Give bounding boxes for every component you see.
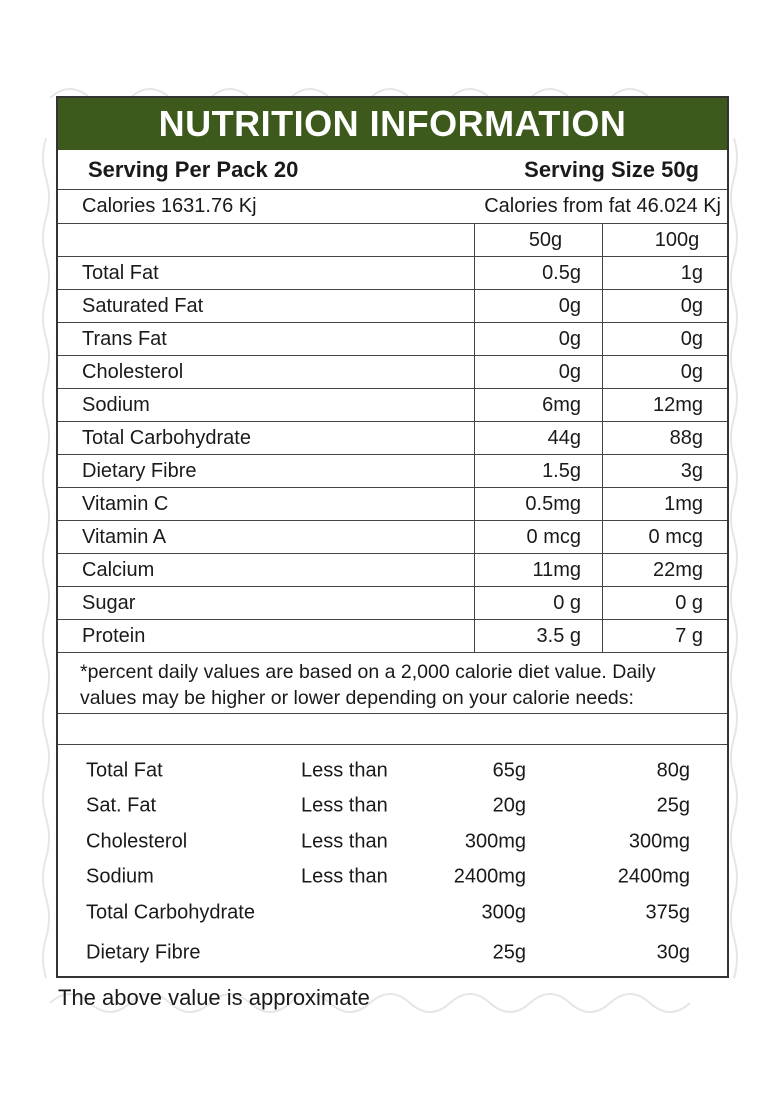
nutrient-name: Total Fat xyxy=(58,257,475,289)
nutrient-row xyxy=(58,422,727,455)
calories-row xyxy=(58,190,727,224)
nutrient-value-50g: 0 mcg xyxy=(475,521,603,553)
column-header-blank xyxy=(58,224,475,256)
nutrient-row xyxy=(58,257,727,290)
calories-from-fat: Calories from fat 46.024 Kj xyxy=(484,195,721,217)
dv-limit: Less than xyxy=(301,830,388,853)
dv-name: Sat. Fat xyxy=(86,794,157,817)
dv-name: Total Carbohydrate xyxy=(86,901,255,924)
nutrient-value-100g: 7 g xyxy=(675,624,703,647)
column-header-50g: 50g xyxy=(475,224,603,256)
nutrient-name: Vitamin C xyxy=(58,488,475,520)
nutrient-row xyxy=(58,290,727,323)
nutrient-value-100g: 1g xyxy=(680,261,703,284)
nutrient-value-100g: 1mg xyxy=(664,492,703,515)
nutrient-value-50g: 1.5g xyxy=(475,455,603,487)
nutrient-name: Vitamin A xyxy=(58,521,475,553)
dv-value-2500: 2400mg xyxy=(617,865,690,888)
daily-value-row xyxy=(58,753,727,789)
dv-value-2000: 20g xyxy=(492,794,526,817)
nutrient-value-100g: 0 mcg xyxy=(648,525,703,548)
dv-value-2500: 25g xyxy=(656,794,690,817)
nutrient-row xyxy=(58,521,727,554)
nutrient-value-50g: 0.5mg xyxy=(475,488,603,520)
nutrient-name: Trans Fat xyxy=(58,323,475,355)
nutrient-name: Total Carbohydrate xyxy=(58,422,475,454)
nutrient-value-100g: 88g xyxy=(669,426,703,449)
nutrient-row xyxy=(58,323,727,356)
dv-value-2000: 300mg xyxy=(464,830,526,853)
approximate-note: The above value is approximate xyxy=(58,985,370,1010)
dv-limit: Less than xyxy=(301,759,388,782)
dv-limit: Less than xyxy=(301,865,388,888)
blank-row xyxy=(58,714,727,745)
dv-name: Total Fat xyxy=(86,759,163,782)
dv-limit: Less than xyxy=(301,794,388,817)
nutrient-name: Sodium xyxy=(58,389,475,421)
nutrient-name: Protein xyxy=(58,620,475,652)
nutrient-value-100g: 3g xyxy=(680,459,703,482)
nutrient-value-50g: 0.5g xyxy=(475,257,603,289)
daily-value-row xyxy=(58,789,727,825)
nutrient-value-50g: 44g xyxy=(475,422,603,454)
dv-name: Dietary Fibre xyxy=(86,941,201,964)
daily-value-row xyxy=(58,860,727,896)
nutrition-label xyxy=(56,96,729,978)
nutrient-row xyxy=(58,554,727,587)
nutrient-value-100g: 22mg xyxy=(652,558,703,581)
nutrient-value-100g: 0g xyxy=(680,327,703,350)
nutrient-row xyxy=(58,620,727,653)
nutrient-value-100g: 0g xyxy=(680,294,703,317)
dv-name: Sodium xyxy=(86,865,154,888)
nutrient-row xyxy=(58,389,727,422)
nutrient-value-50g: 0g xyxy=(475,356,603,388)
nutrient-row xyxy=(58,587,727,620)
nutrient-value-100g: 0 g xyxy=(675,591,703,614)
daily-values-table xyxy=(58,745,727,976)
nutrient-name: Cholesterol xyxy=(58,356,475,388)
daily-value-row xyxy=(58,824,727,860)
nutrient-name: Dietary Fibre xyxy=(58,455,475,487)
nutrient-row xyxy=(58,356,727,389)
nutrient-value-50g: 11mg xyxy=(475,554,603,586)
nutrient-row xyxy=(58,455,727,488)
serving-per-pack: Serving Per Pack 20 xyxy=(88,156,299,182)
dv-name: Cholesterol xyxy=(86,830,188,853)
nutrient-name: Saturated Fat xyxy=(58,290,475,322)
nutrient-value-100g: 12mg xyxy=(652,393,703,416)
nutrient-name: Sugar xyxy=(58,587,475,619)
serving-row xyxy=(58,150,727,190)
column-header-100g: 100g xyxy=(654,228,700,251)
dv-value-2500: 300mg xyxy=(628,830,690,853)
footnote: *percent daily values are based on a 2,000 calorie diet value. Daily values may be higher or lower depending on your calorie needs: xyxy=(58,653,727,714)
daily-value-row xyxy=(58,895,727,931)
dv-value-2000: 25g xyxy=(492,941,526,964)
dv-value-2500: 80g xyxy=(656,759,690,782)
nutrient-value-50g: 3.5 g xyxy=(475,620,603,652)
calories-total: Calories 1631.76 Kj xyxy=(82,195,257,217)
dv-value-2500: 30g xyxy=(656,941,690,964)
label-title: NUTRITION INFORMATION xyxy=(58,98,727,150)
nutrient-value-50g: 0g xyxy=(475,290,603,322)
dv-value-2000: 65g xyxy=(492,759,526,782)
dv-value-2500: 375g xyxy=(645,901,690,924)
nutrient-row xyxy=(58,488,727,521)
nutrient-value-100g: 0g xyxy=(680,360,703,383)
nutrient-value-50g: 6mg xyxy=(475,389,603,421)
nutrient-value-50g: 0 g xyxy=(475,587,603,619)
daily-value-row xyxy=(58,931,727,976)
column-header-row xyxy=(58,224,727,257)
nutrient-value-50g: 0g xyxy=(475,323,603,355)
dv-value-2000: 300g xyxy=(481,901,526,924)
serving-size: Serving Size 50g xyxy=(524,156,699,182)
nutrient-name: Calcium xyxy=(58,554,475,586)
dv-value-2000: 2400mg xyxy=(453,865,526,888)
